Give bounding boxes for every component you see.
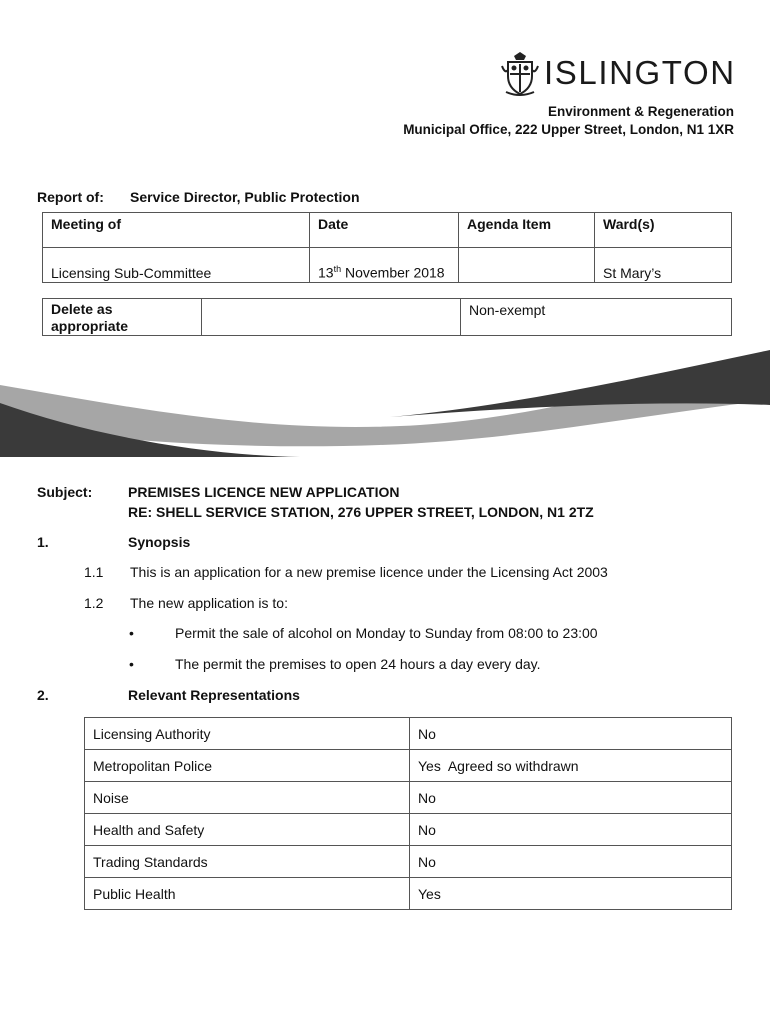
meeting-table-header [43, 213, 732, 248]
representation-response: No [410, 846, 732, 878]
bullet-item-1: Permit the sale of alcohol on Monday to Sunday from 08:00 to 23:00 [175, 625, 598, 641]
representation-response: No [410, 718, 732, 750]
logo-wordmark: ISLINGTON [544, 54, 736, 91]
representation-response: Yes [410, 878, 732, 910]
item-1-2-text: The new application is to: [130, 595, 288, 611]
table-row [85, 846, 732, 878]
table-row [85, 750, 732, 782]
delete-as-appropriate-label: Delete as appropriate [43, 299, 202, 336]
meeting-table-row [43, 248, 732, 283]
section-2-title: Relevant Representations [128, 687, 300, 703]
item-1-1-number: 1.1 [84, 564, 104, 580]
office-address: Municipal Office, 222 Upper Street, London, N1 1XR [403, 122, 734, 137]
section-1-title: Synopsis [128, 534, 191, 550]
meeting-value: Licensing Sub-Committee [43, 248, 310, 283]
representation-body: Metropolitan Police [85, 750, 410, 782]
section-2-number: 2. [37, 687, 49, 703]
islington-logo [500, 52, 735, 96]
agenda-item-value [459, 248, 595, 283]
bullet-icon: • [129, 656, 134, 672]
representation-response: No [410, 782, 732, 814]
representation-body: Trading Standards [85, 846, 410, 878]
table-row [85, 878, 732, 910]
header-agenda-item: Agenda Item [459, 213, 595, 248]
representation-body: Licensing Authority [85, 718, 410, 750]
coat-of-arms-icon [500, 52, 540, 96]
representation-response: Yes Agreed so withdrawn [410, 750, 732, 782]
delete-row [43, 299, 732, 336]
item-1-2-number: 1.2 [84, 595, 104, 611]
wards-value: St Mary’s [595, 248, 732, 283]
delete-as-appropriate-table [42, 298, 732, 336]
section-1-number: 1. [37, 534, 49, 550]
report-of-value: Service Director, Public Protection [130, 189, 360, 205]
table-row [85, 782, 732, 814]
exemption-value: Non-exempt [461, 299, 732, 336]
bullet-icon: • [129, 625, 134, 641]
header-meeting-of: Meeting of [43, 213, 310, 248]
representations-table [84, 717, 732, 910]
representation-response: No [410, 814, 732, 846]
bullet-item-2: The permit the premises to open 24 hours a day every day. [175, 656, 541, 672]
subject-line-1: PREMISES LICENCE NEW APPLICATION [128, 484, 400, 500]
decorative-wave-graphic [0, 345, 770, 465]
representation-body: Health and Safety [85, 814, 410, 846]
subject-label: Subject: [37, 484, 93, 500]
representation-body: Public Health [85, 878, 410, 910]
item-1-1-text: This is an application for a new premise licence under the Licensing Act 2003 [130, 564, 608, 580]
date-value: 13th November 2018 [310, 248, 459, 283]
department-name: Environment & Regeneration [547, 104, 734, 119]
report-of-label: Report of: [37, 189, 104, 205]
meeting-table [42, 212, 732, 283]
delete-blank-cell [202, 299, 461, 336]
table-row [85, 718, 732, 750]
representation-body: Noise [85, 782, 410, 814]
header-date: Date [310, 213, 459, 248]
table-row [85, 814, 732, 846]
subject-line-2: RE: SHELL SERVICE STATION, 276 UPPER STREET, LONDON, N1 2TZ [128, 504, 594, 520]
header-wards: Ward(s) [595, 213, 732, 248]
